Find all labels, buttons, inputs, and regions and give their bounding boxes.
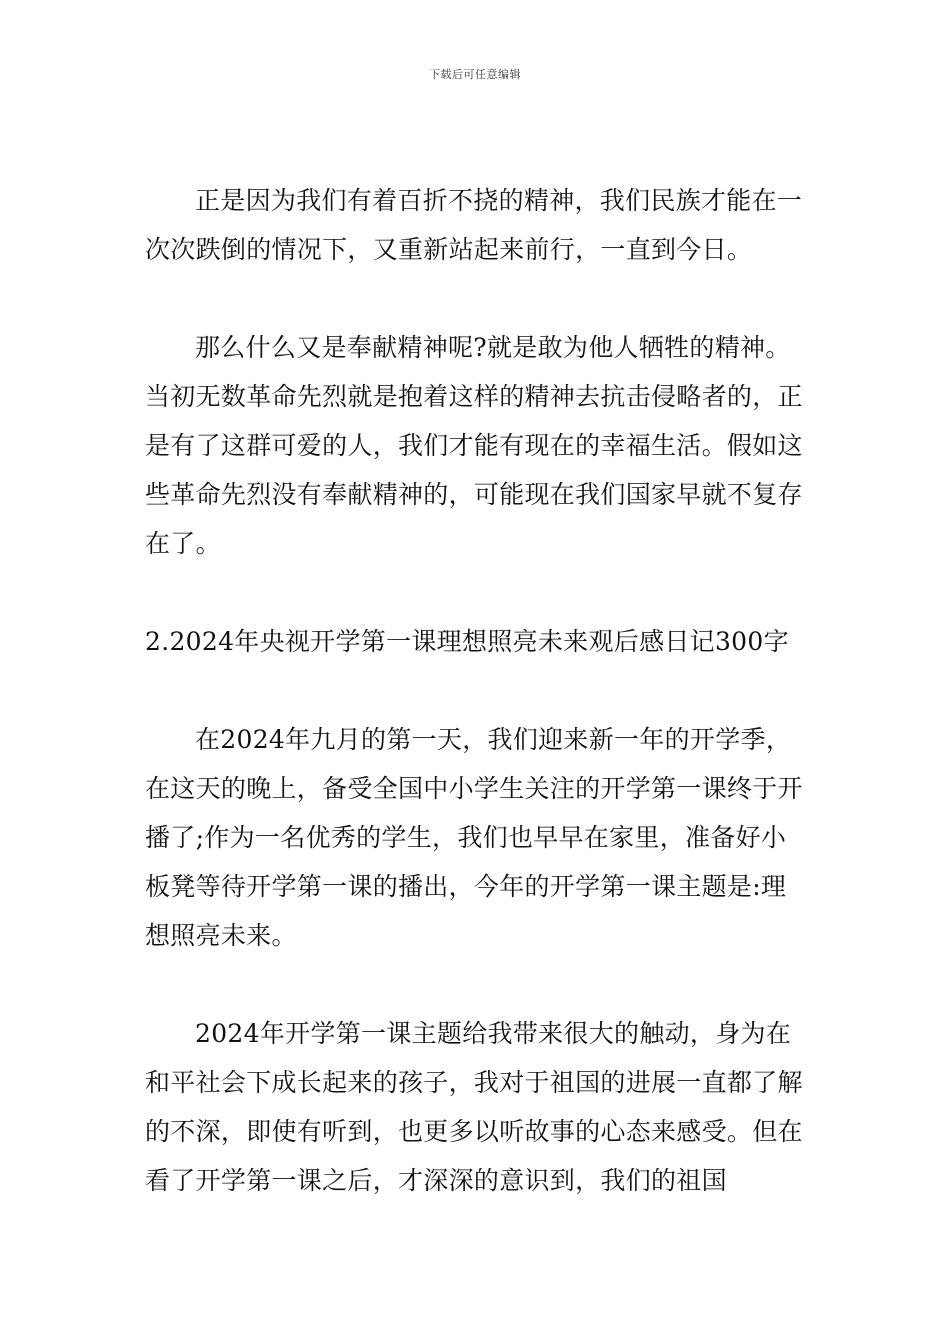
page-header: 下载后可任意编辑 — [429, 68, 521, 81]
paragraph: 正是因为我们有着百折不挠的精神，我们民族才能在一次次跌倒的情况下，又重新站起来前行，一直到今日。 — [145, 186, 803, 264]
paragraph: 在2024年九月的第一天，我们迎来新一年的开学季，在这天的晚上，备受全国中小学生关注的开学第一课终于开播了;作为一名优秀的学生，我们也早早在家里，准备好小板凳等待开学第一课的播出，今年的开学第一课主题是:理想照亮未来。 — [145, 725, 803, 950]
paragraph: 那么什么又是奉献精神呢?就是敢为他人牺牲的精神。当初无数革命先烈就是抱着这样的精神去抗击侵略者的，正是有了这群可爱的人，我们才能有现在的幸福生活。假如这些革命先烈没有奉献精神的，可能现在我们国家早就不复存在了。 — [145, 333, 803, 558]
paragraph: 2024年开学第一课主题给我带来很大的触动，身为在和平社会下成长起来的孩子，我对于祖国的进展一直都了解的不深，即使有听到，也更多以听故事的心态来感受。但在看了开学第一课之后，才深深的意识到，我们的祖国 — [145, 1019, 803, 1195]
document-body — [145, 176, 807, 1205]
section-heading: 2.2024年央视开学第一课理想照亮未来观后感日记300字 — [145, 627, 789, 656]
